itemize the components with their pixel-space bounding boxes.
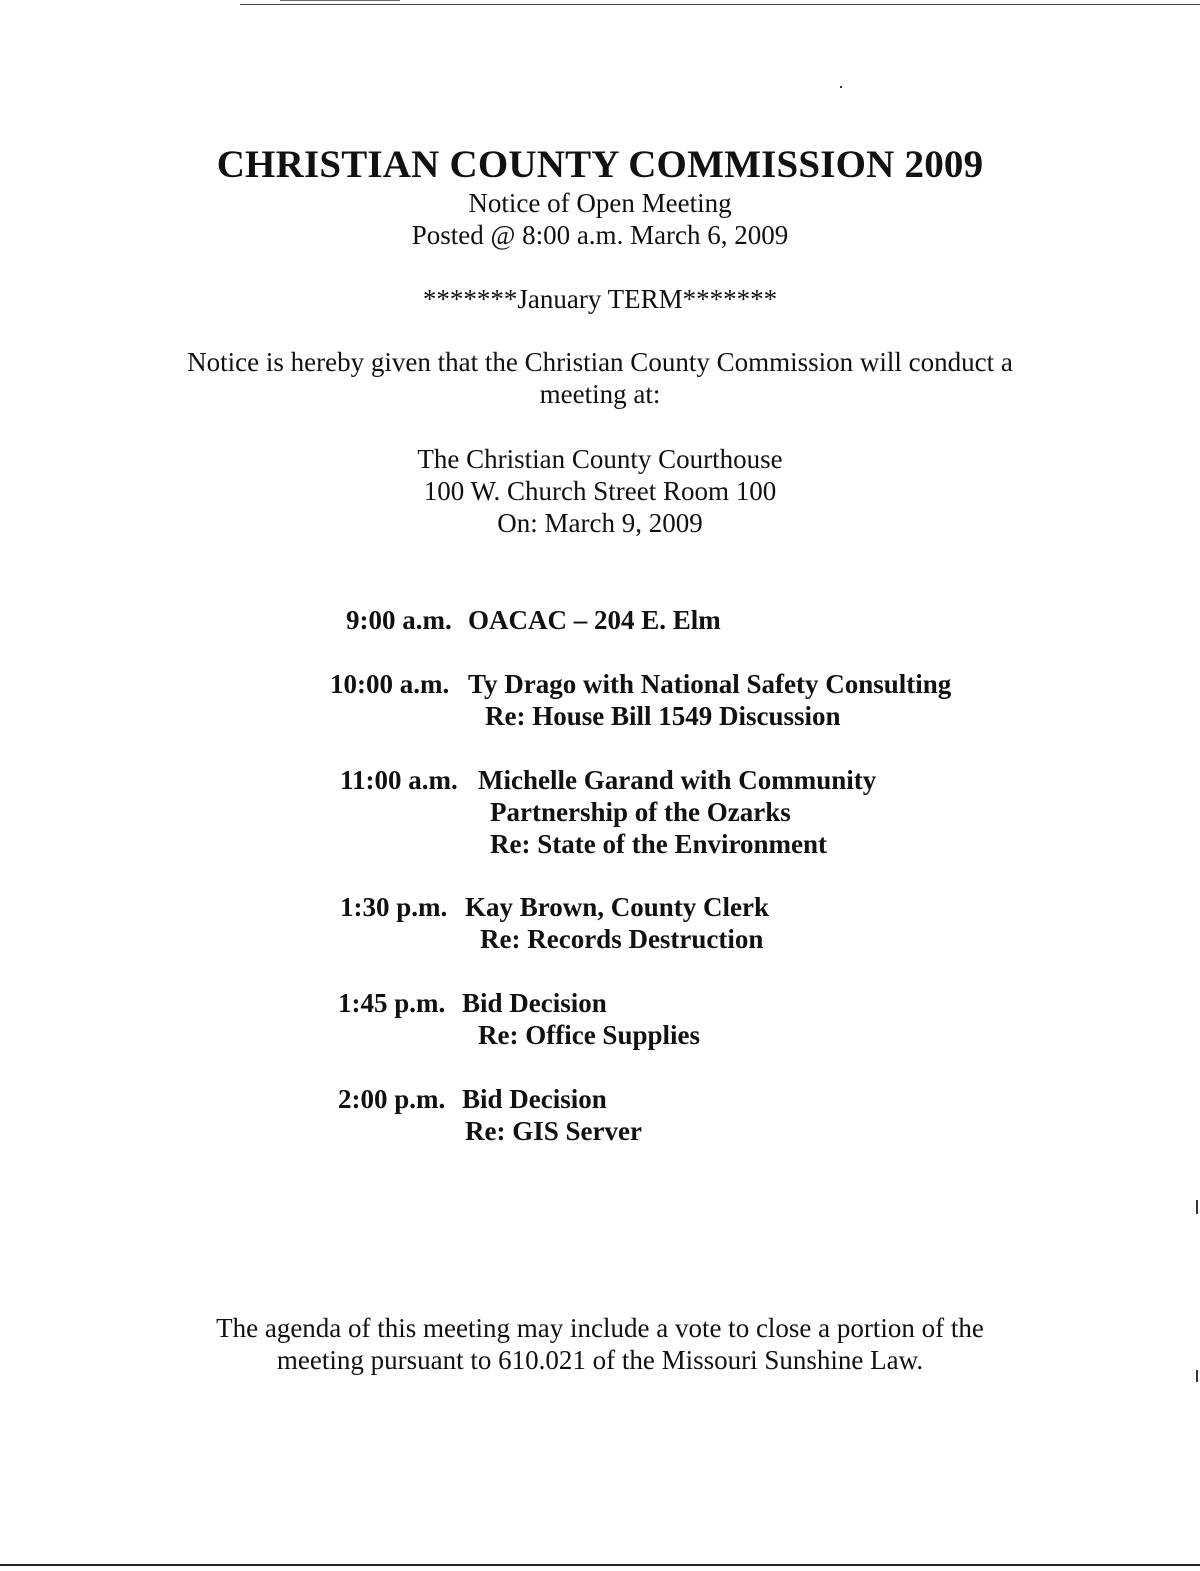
agenda-item-time: 11:00 a.m. [340,765,458,795]
scan-speck [1196,1200,1198,1214]
agenda-item-line: Re: State of the Environment [490,829,827,859]
location-building: The Christian County Courthouse [417,444,783,474]
scan-edge-bottom [0,1564,1200,1566]
agenda-item-line: Michelle Garand with Community [478,765,877,795]
agenda-item-line: Kay Brown, County Clerk [465,892,770,922]
agenda-item-time: 9:00 a.m. [346,605,452,635]
agenda-item-time: 10:00 a.m. [330,669,450,699]
scan-speck [840,86,842,88]
footer-note-line-2: meeting pursuant to 610.021 of the Missouri Sunshine Law. [276,1345,924,1375]
agenda-item-line: OACAC – 204 E. Elm [468,605,721,635]
agenda-item-time: 2:00 p.m. [338,1084,446,1114]
agenda-item-line: Bid Decision [462,1084,607,1114]
agenda-item-time: 1:45 p.m. [338,988,446,1018]
posted-line: Posted @ 8:00 a.m. March 6, 2009 [411,220,789,250]
agenda-item-line: Ty Drago with National Safety Consulting [468,669,952,699]
location-date: On: March 9, 2009 [497,508,703,538]
footer-note-line-1: The agenda of this meeting may include a vote to close a portion of the [216,1313,984,1343]
agenda-item-line: Re: Office Supplies [478,1020,700,1050]
agenda-item-line: Re: GIS Server [465,1116,642,1146]
notice-paragraph: Notice is hereby given that the Christian County Commission will conduct a meeting at: [187,347,1013,409]
agenda-item-line: Partnership of the Ozarks [490,797,791,827]
agenda-item-time: 1:30 p.m. [340,892,448,922]
document-subtitle: Notice of Open Meeting [468,188,732,218]
scan-edge-top-short [280,0,400,1]
agenda-item-line: Re: Records Destruction [480,924,764,954]
term-line: *******January TERM******* [422,284,778,314]
location-address: 100 W. Church Street Room 100 [423,476,777,506]
agenda-item-line: Re: House Bill 1549 Discussion [485,701,841,731]
document-title: CHRISTIAN COUNTY COMMISSION 2009 [216,143,984,186]
agenda-item-line: Bid Decision [462,988,607,1018]
scan-edge-top [240,4,1200,5]
